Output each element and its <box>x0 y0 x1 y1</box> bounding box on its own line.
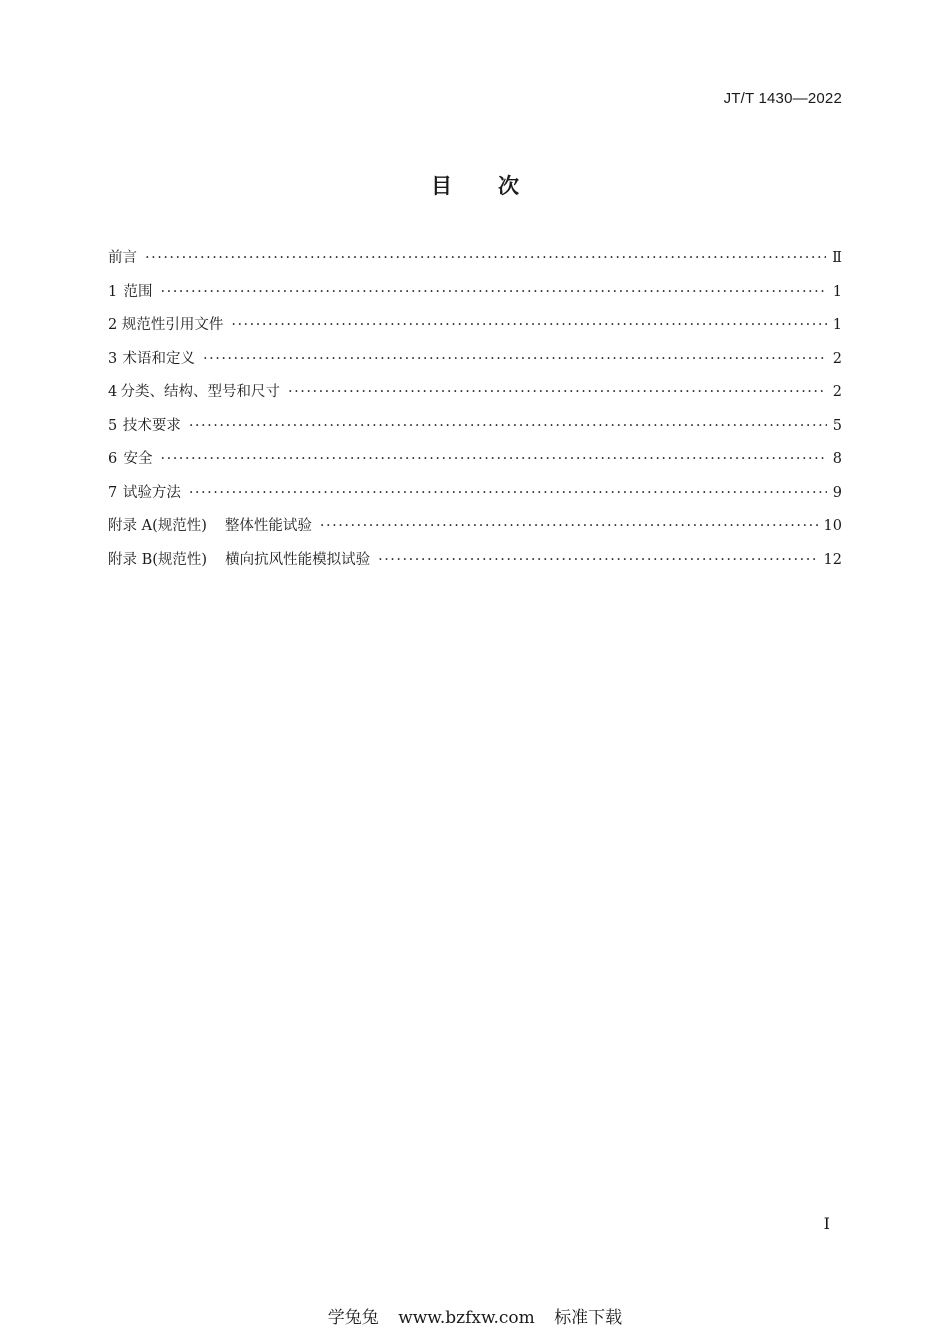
watermark-footer <box>0 1303 950 1328</box>
toc-entry-title: 范围 <box>123 283 153 300</box>
toc-dot-leader <box>189 485 827 501</box>
toc-entry-1[interactable] <box>108 280 842 314</box>
toc-annex-prefix: 附录 A(规范性) <box>108 518 207 534</box>
toc-entry-number: 5 <box>108 417 118 434</box>
toc-entry-page: Ⅱ <box>832 250 842 266</box>
toc-entry-page: 9 <box>832 484 842 501</box>
toc-annex-prefix: 附录 B(规范性) <box>108 551 208 568</box>
toc-entry-page: 2 <box>832 384 842 400</box>
toc-dot-leader <box>160 451 826 467</box>
table-of-contents <box>108 246 842 581</box>
toc-entry-7[interactable] <box>108 481 842 515</box>
toc-annex-label <box>108 548 370 569</box>
toc-entry-page: 8 <box>832 451 842 467</box>
toc-entry-page: 1 <box>832 283 842 300</box>
toc-entry-foreword[interactable] <box>108 246 842 280</box>
toc-entry-number: 1 <box>108 283 118 300</box>
toc-dot-leader <box>231 317 826 333</box>
toc-entry-title: 横向抗风性能模拟试验 <box>225 551 371 568</box>
document-number: JT/T 1430—2022 <box>723 90 842 107</box>
toc-dot-leader <box>203 351 827 367</box>
toc-entry-title: 安全 <box>123 451 153 467</box>
toc-title: 目次 <box>431 174 565 198</box>
toc-entry-title: 前言 <box>108 250 137 266</box>
toc-entry-number: 3 <box>108 350 118 367</box>
toc-dot-leader <box>189 418 827 434</box>
toc-dot-leader <box>378 552 817 568</box>
toc-dot-leader <box>145 250 826 266</box>
footer-url[interactable]: www.bzfxw.com <box>398 1308 535 1328</box>
toc-entry-page: 12 <box>823 551 842 568</box>
toc-entry-title: 规范性引用文件 <box>121 317 224 333</box>
footer-tagline: 标准下载 <box>554 1308 623 1328</box>
toc-entry-number: 6 <box>108 451 118 467</box>
toc-entry-number: 4 <box>108 384 118 400</box>
toc-entry-annex-b[interactable] <box>108 548 842 582</box>
toc-entry-number: 2 <box>108 317 118 333</box>
toc-dot-leader <box>160 284 826 300</box>
toc-entry-title: 术语和定义 <box>122 350 195 367</box>
toc-entry-page: 2 <box>832 350 842 367</box>
toc-entry-4[interactable] <box>108 380 842 414</box>
toc-entry-title: 技术要求 <box>122 417 181 434</box>
toc-dot-leader <box>320 518 818 534</box>
toc-entry-6[interactable] <box>108 447 842 481</box>
toc-entry-5[interactable] <box>108 414 842 448</box>
footer-site-name: 学兔兔 <box>327 1308 379 1328</box>
toc-entry-title: 整体性能试验 <box>224 518 312 534</box>
toc-entry-2[interactable] <box>108 313 842 347</box>
toc-dot-leader <box>288 384 827 400</box>
toc-entry-3[interactable] <box>108 347 842 381</box>
page-number: Ⅰ <box>823 1214 830 1233</box>
toc-entry-page: 5 <box>832 417 842 434</box>
toc-entry-page: 1 <box>832 317 842 333</box>
toc-entry-annex-a[interactable] <box>108 514 842 548</box>
toc-annex-label <box>108 514 312 535</box>
toc-entry-page: 10 <box>823 518 842 534</box>
toc-entry-title: 试验方法 <box>122 484 181 501</box>
toc-entry-number: 7 <box>108 484 118 501</box>
toc-entry-title: 分类、结构、型号和尺寸 <box>120 384 281 400</box>
